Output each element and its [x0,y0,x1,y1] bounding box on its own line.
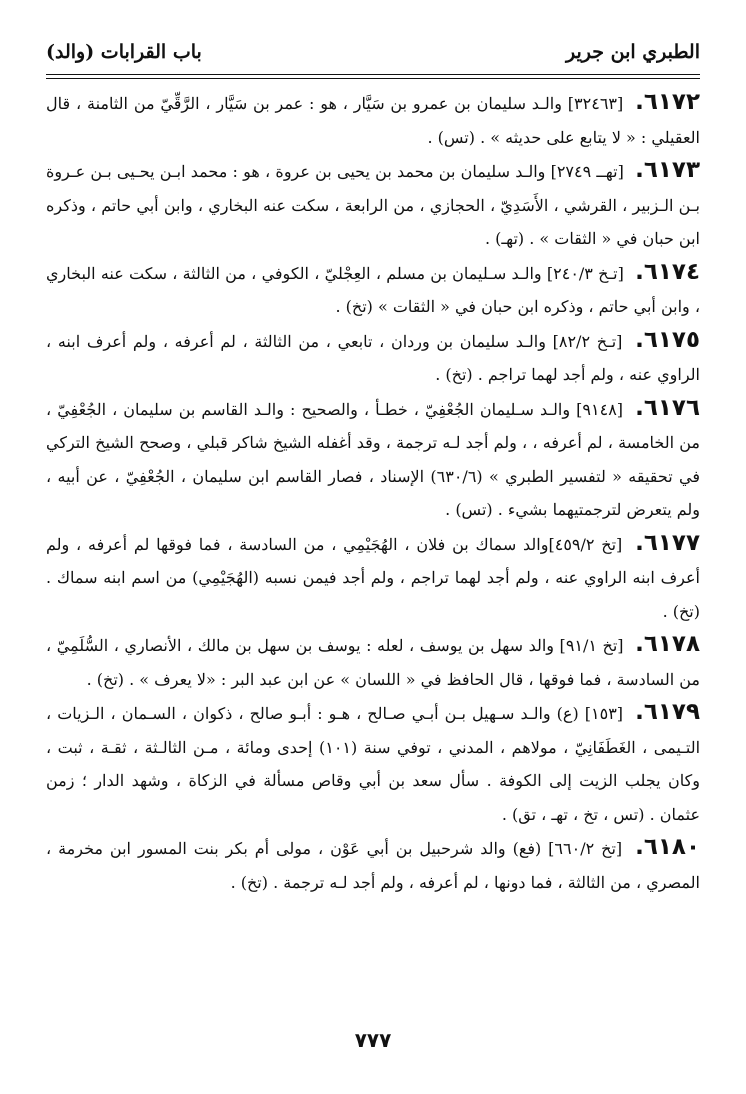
header-book-title: الطبري ابن جرير [565,41,700,63]
entry-text: [١٥٣] (ع) والـد سـهيل بـن أبـي صـالح ، هـو : أبـو صالح ، ذكوان ، السـمان ، الـزيات ، التـيمى ، الغَطَفَانِيّ ، مولاهم ، المدني ، توفي سنة (١٠١) إحدى ومائة ، مـن الثالـثة ، ثقـة ، ثبت ، وكان يجلب الزيت إلى الكوفة . سأل سعد بن أبي وقاص مسألة في الزكاة ، وشهد الدار ؛ زمن عثمان . (تس ، تخ ، تهـ ، تق) . [46,704,701,824]
page-number: ٧٧٧ [354,1028,392,1052]
entry-number: ٦١٨٠. [635,834,701,860]
entry [46,154,700,256]
entry-text: [٩١٤٨] والـد سـليمان الجُعْفِيّ ، خطـأ ، والصحيح : والـد القاسم بن سليمان ، الجُعْفِيّ ، من الخامسة ، لم أعرفه ، ، ولم أجد لـه ترجمة ، وقد أغفله الشيخ شاكر قبلي ، وصحح الشيخ التركي في تحقيقه « لتفسير الطبري » (٦٣٠/٦) الإسناد ، فصار القاسم ابن سليمان ، الجُعْفِيّ ، عن أبيه ، ولم يتعرض لترجمتيهما بشيء . (تس) . [46,399,701,519]
entry-text: [تهــ ٢٧٤٩] والـد سليمان بن محمد بن يحيى بن عروة ، هو : محمد ابـن يحـيى بـن عـروة بـن الـزبير ، القرشي ، الأَسَدِيّ ، الحجازي ، من الرابعة ، سكت عنه البخاري ، وابن أبي حاتم ، وذكره ابن حبان في « الثقات » . (تهـ) . [46,162,700,248]
entry-number: ٦١٧٥. [635,326,701,353]
entry-number: ٦١٧٦. [635,394,700,421]
entry-text: [تخ ٦٦٠/٢] (فع) والد شرحبيل بن أبي عَوْن ، مولى أم بكر بنت المسور ابن مخرمة ، المصري ، من الثالثة ، فما دونها ، لم أعرفه ، ولم أجد لـه ترجمة . (تخ) . [46,839,700,892]
running-header [46,30,700,75]
entry-text: [تخ ٤٥٩/٢]والد سماك بن فلان ، الهُجَيْمِي ، من السادسة ، فما فوقها لم أعرفه ، ولم أعرف ابنه الراوي عنه ، ولم أجد لهما تراجم ، ولم أجد فيمن نسبه (الهُجَيْمِي) من اسم ابنه سماك . (تخ) . [46,534,700,621]
entry-text: [٣٢٤٦٣] والـد سليمان بن عمرو بن سَيَّار ، هو : عمر بن سَيَّار ، الرَّقِّيّ من الثامنة ، قال العقيلي : « لا يتابع على حديثه » . (تس) . [46,94,700,147]
entry-text: [تـخ ٨٢/٢] والـد سليمان بن وردان ، تابعي ، من الثالثة ، لم أعرفه ، ولم أعرف ابنه ، الراوي عنه ، ولم أجد لهما تراجم . (تخ) . [46,331,700,384]
header-divider [46,78,700,79]
entry [46,392,700,527]
entry-number: ٦١٧٢. [635,89,700,115]
entry [46,527,700,629]
entry-text: [تـخ ٢٤٠/٣] والـد سـليمان بن مسلم ، العِجْليّ ، الكوفي ، من الثالثة ، سكت عنه البخاري ، وابن أبي حاتم ، وذكره ابن حبان في « الثقات » (تخ) . [46,263,700,316]
entry [46,86,700,154]
page-body [46,86,700,1014]
entry [46,831,700,899]
entry [46,696,700,831]
entry-text: [تخ ٩١/١] والد سهل بن يوسف ، لعله : يوسف بن سهل بن مالك ، الأنصاري ، السُّلَمِيّ ، من السادسة ، فما فوقها ، قال الحافظ في « اللسان » عن ابن عبد البر : «لا يعرف » . (تخ) . [46,636,700,689]
entry-number: ٦١٧٤. [635,258,700,285]
entry [46,628,700,696]
header-chapter-title: باب القرابات (والد) [46,41,202,63]
entry [46,324,700,392]
entry-number: ٦١٧٩. [635,699,700,725]
entry [46,256,700,324]
entry-number: ٦١٧٣. [635,157,700,183]
entry-number: ٦١٧٧. [635,529,701,556]
entry-number: ٦١٧٨. [635,631,701,657]
